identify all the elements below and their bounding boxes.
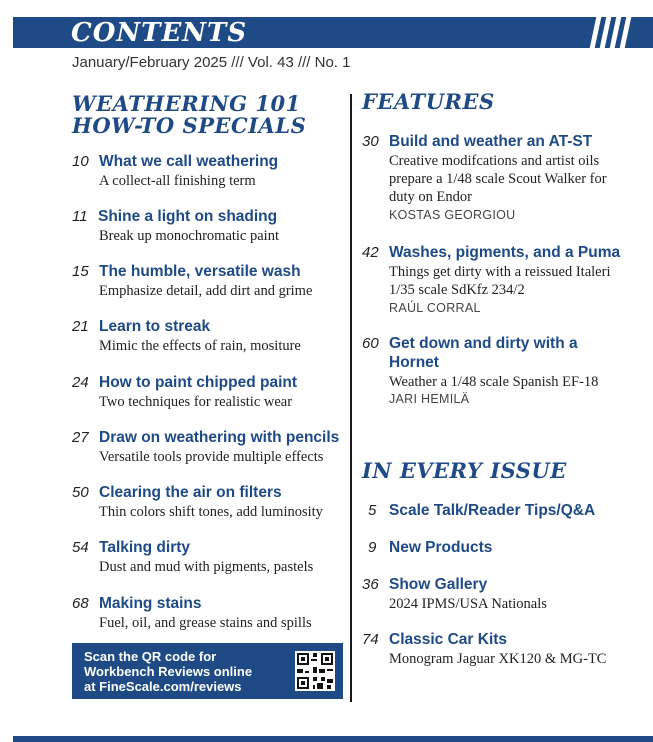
entry-description: Fuel, oil, and grease stains and spills	[99, 615, 312, 631]
footer-bar	[13, 736, 653, 742]
entry-description: Things get dirty with a reissued Italeri	[389, 264, 611, 280]
entry-author: JARI HEMILÄ	[389, 392, 470, 406]
entry-title[interactable]: Scale Talk/Reader Tips/Q&A	[389, 502, 596, 519]
weathering-heading	[72, 93, 306, 137]
entry-author: KOSTAS GEORGIOU	[389, 208, 516, 222]
qr-promo-line[interactable]: at FineScale.com/reviews	[84, 679, 242, 694]
column-divider	[350, 94, 352, 702]
entry-title[interactable]: Get down and dirty with a	[389, 335, 578, 352]
page-number: 15	[72, 263, 89, 280]
entry-title[interactable]: The humble, versatile wash	[99, 263, 301, 280]
entry-title[interactable]: Clearing the air on filters	[99, 484, 282, 501]
page-number: 36	[362, 576, 379, 593]
entry-description: A collect-all finishing term	[99, 173, 256, 189]
page-number: 42	[362, 244, 379, 261]
entry-description: Thin colors shift tones, add luminosity	[99, 504, 323, 520]
entry-description: Dust and mud with pigments, pastels	[99, 559, 314, 575]
entry-title[interactable]: Making stains	[99, 595, 202, 612]
page-title: CONTENTS	[71, 18, 248, 48]
entry-title[interactable]: Classic Car Kits	[389, 631, 508, 648]
entry-description: prepare a 1/48 scale Scout Walker for	[389, 171, 607, 187]
page-number: 30	[362, 133, 379, 150]
issue-info: January/February 2025 /// Vol. 43 /// No. 1	[72, 54, 351, 71]
header-bar	[13, 17, 653, 48]
entry-description: Weather a 1/48 scale Spanish EF-18	[389, 374, 599, 390]
entry-description: Break up monochromatic paint	[99, 228, 279, 244]
entry-title[interactable]: Show Gallery	[389, 576, 488, 593]
page-number: 54	[72, 539, 89, 556]
entry-title[interactable]: Draw on weathering with pencils	[99, 429, 340, 446]
entry-title[interactable]: How to paint chipped paint	[99, 374, 298, 391]
page-number: 5	[368, 502, 377, 519]
entry-description: duty on Endor	[389, 189, 472, 205]
features-heading: FEATURES	[362, 89, 495, 114]
entry-title[interactable]: Washes, pigments, and a Puma	[389, 244, 621, 261]
qr-promo-text	[84, 649, 289, 694]
entry-description: Mimic the effects of rain, mositure	[99, 338, 301, 354]
entry-title[interactable]: Talking dirty	[99, 539, 191, 556]
qr-code-icon[interactable]	[295, 651, 335, 691]
entry-title[interactable]: Learn to streak	[99, 318, 211, 335]
entry-description: Creative modifcations and artist oils	[389, 153, 600, 169]
header-stripes	[593, 17, 633, 48]
entry-author: RAÚL CORRAL	[389, 301, 481, 315]
page-number: 27	[72, 429, 89, 446]
entry-title[interactable]: What we call weathering	[99, 153, 279, 170]
qr-promo-box[interactable]	[72, 643, 343, 699]
page-number: 50	[72, 484, 89, 501]
every-issue-heading: IN EVERY ISSUE	[362, 458, 567, 483]
page-number: 9	[368, 539, 377, 556]
page-number: 21	[72, 318, 89, 335]
entry-title[interactable]: Build and weather an AT-ST	[389, 133, 593, 150]
entry-description: 1/35 scale SdKfz 234/2	[389, 282, 525, 298]
page-number: 10	[72, 153, 89, 170]
page-number: 74	[362, 631, 379, 648]
entry-description: Emphasize detail, add dirt and grime	[99, 283, 313, 299]
page-number: 68	[72, 595, 89, 612]
entry-description: Versatile tools provide multiple effects	[99, 449, 324, 465]
entry-title[interactable]: Hornet	[389, 354, 439, 371]
page-number: 11	[72, 208, 88, 225]
weathering-heading-line2: HOW-TO SPECIALS	[72, 113, 307, 138]
page-number: 24	[72, 374, 89, 391]
entry-title[interactable]: New Products	[389, 539, 493, 556]
entry-title[interactable]: Shine a light on shading	[98, 208, 278, 225]
entry-description: Monogram Jaguar XK120 & MG-TC	[389, 651, 607, 667]
entry-description: 2024 IPMS/USA Nationals	[389, 596, 547, 612]
page-number: 60	[362, 335, 379, 352]
entry-description: Two techniques for realistic wear	[99, 394, 293, 410]
qr-promo-line: Workbench Reviews online	[84, 664, 253, 679]
weathering-heading-line1: WEATHERING 101	[72, 91, 301, 116]
qr-promo-line: Scan the QR code for	[84, 649, 217, 664]
